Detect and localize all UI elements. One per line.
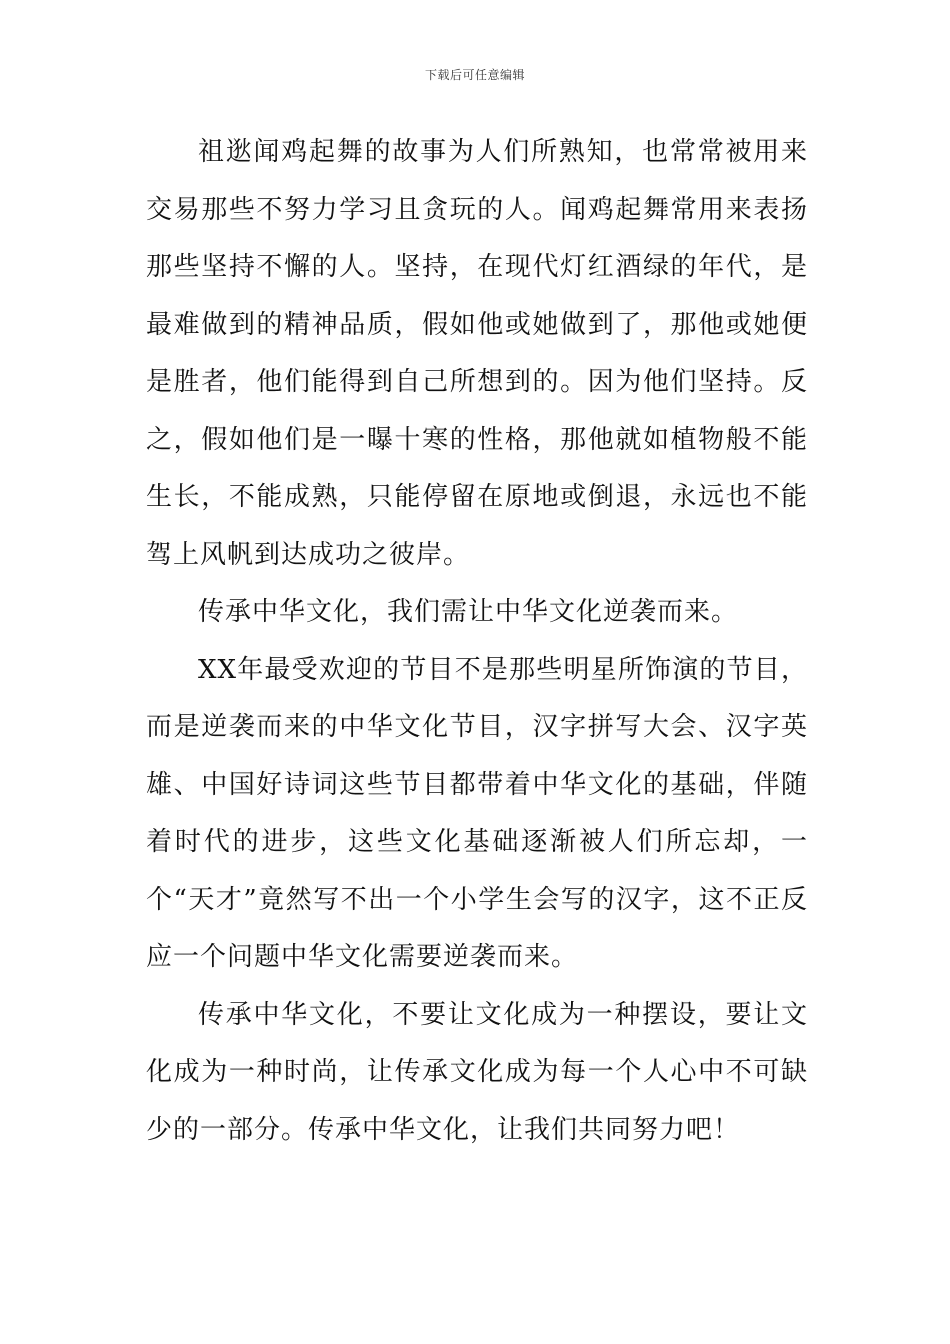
document-body <box>146 124 808 1159</box>
paragraph-4: 传承中华文化，不要让文化成为一种摆设，要让文化成为一种时尚，让传承文化成为每一个人心中不可缺少的一部分。传承中华文化，让我们共同努力吧！ <box>146 999 808 1145</box>
page-header-note: 下载后可任意编辑 <box>424 68 525 82</box>
paragraph-3: XX年最受欢迎的节目不是那些明星所饰演的节目，而是逆袭而来的中华文化节目，汉字拼写大会、汉字英雄、中国好诗词这些节目都带着中华文化的基础，伴随着时代的进步，这些文化基础逐渐被人们所忘却，一个“天才”竟然写不出一个小学生会写的汉字，这不正反应一个问题中华文化需要逆袭而来。 <box>146 654 808 972</box>
paragraph-1: 祖逖闻鸡起舞的故事为人们所熟知，也常常被用来交易那些不努力学习且贪玩的人。闻鸡起舞常用来表扬那些坚持不懈的人。坚持，在现代灯红酒绿的年代，是最难做到的精神品质，假如他或她做到了，那他或她便是胜者，他们能得到自己所想到的。因为他们坚持。反之，假如他们是一曝十寒的性格，那他就如植物般不能生长，不能成熟，只能停留在原地或倒退，永远也不能驾上风帆到达成功之彼岸。 <box>146 137 808 570</box>
paragraph-2: 传承中华文化，我们需让中华文化逆袭而来。 <box>198 597 739 627</box>
